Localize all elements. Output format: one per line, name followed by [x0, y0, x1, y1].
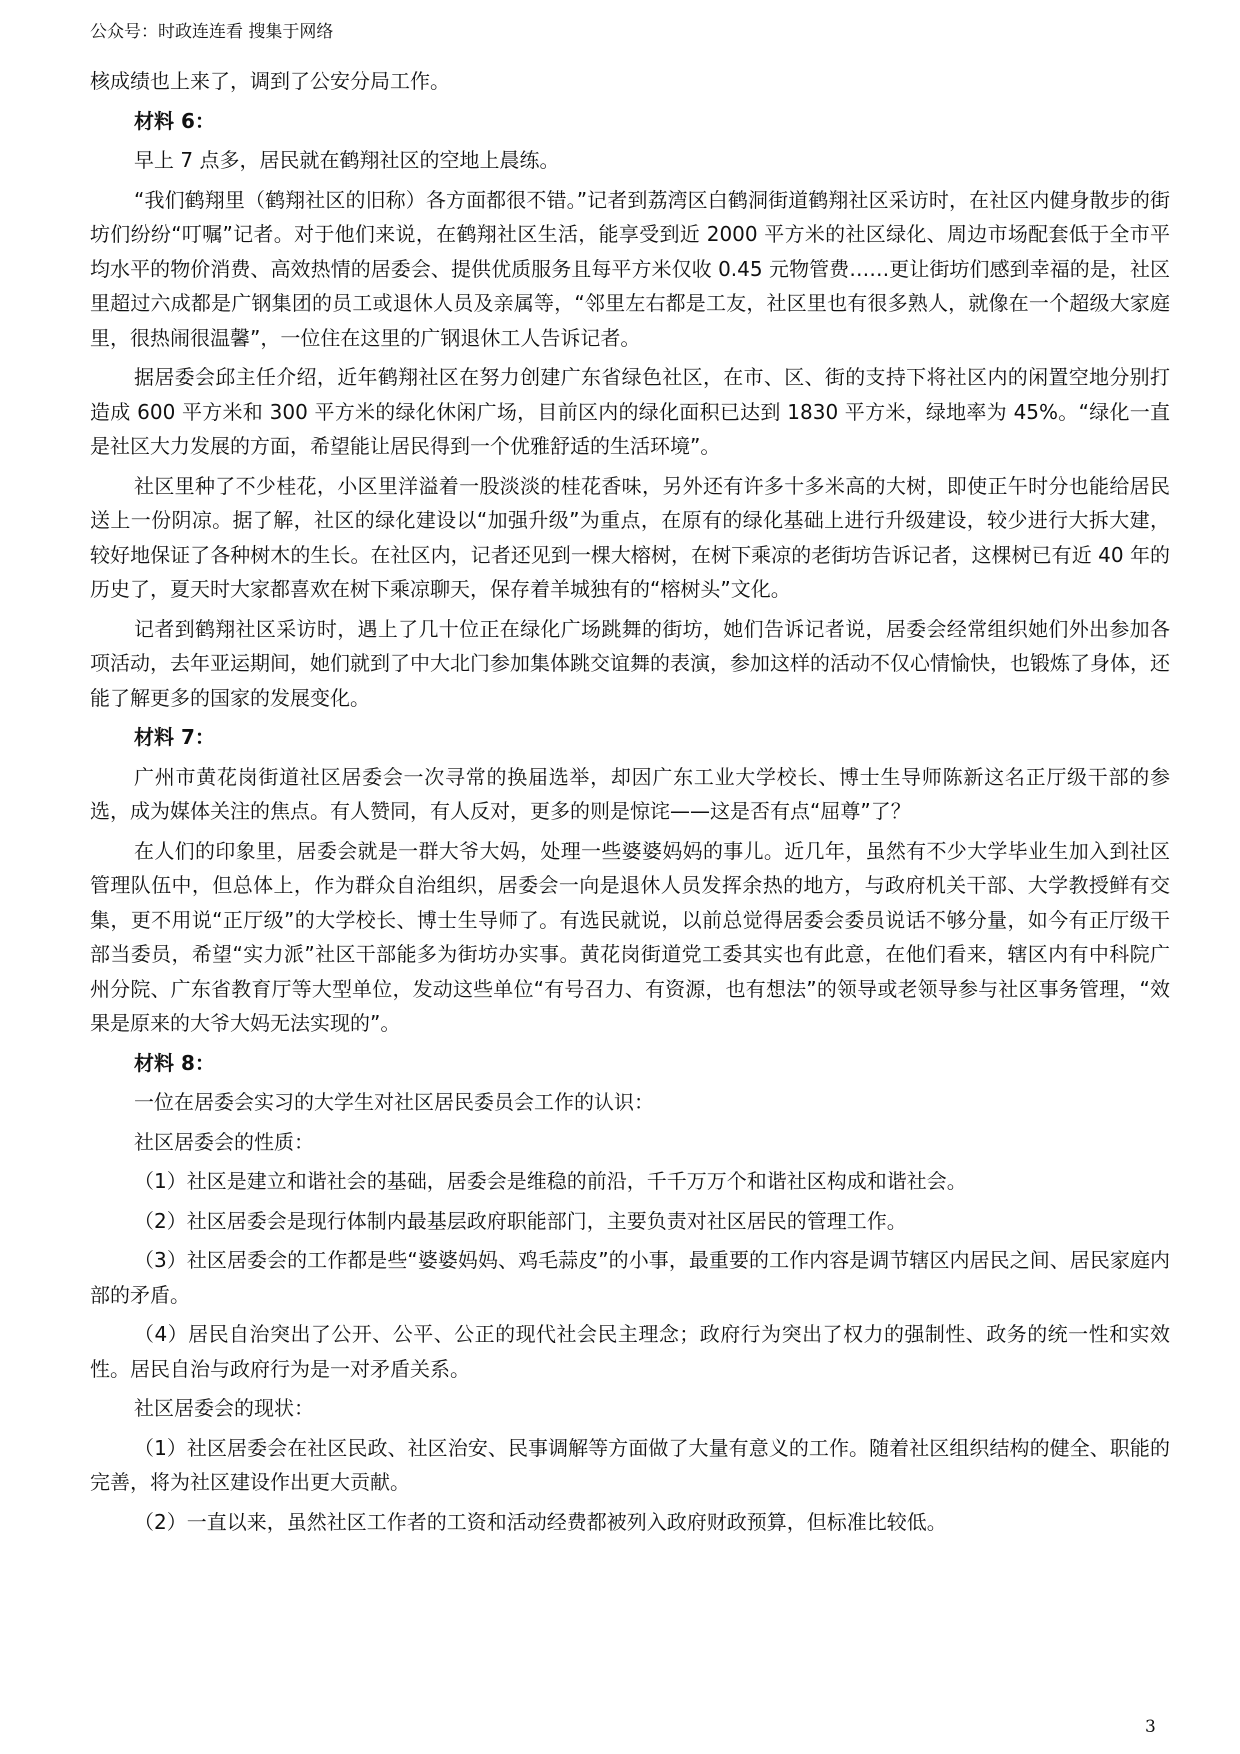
paragraph: 记者到鹤翔社区采访时，遇上了几十位正在绿化广场跳舞的街坊，她们告诉记者说，居委会经常组织她们外出参加各项活动，去年亚运期间，她们就到了中大北门参加集体跳交谊舞的表演，参加这样的活动不仅心情愉快，也锻炼了身体，还能了解更多的国家的发展变化。: [90, 616, 1170, 710]
paragraph: 一位在居委会实习的大学生对社区居民委员会工作的认识：: [134, 1090, 654, 1114]
subheading-status: 社区居委会的现状：: [134, 1396, 314, 1420]
list-item: （2）一直以来，虽然社区工作者的工资和活动经费都被列入政府财政预算，但标准比较低。: [134, 1509, 947, 1534]
paragraph: 社区里种了不少桂花，小区里洋溢着一股淡淡的桂花香味，另外还有许多十多米高的大树，即使正午时分也能给居民送上一份阴凉。据了解，社区的绿化建设以“加强升级”为重点，在原有的绿化基础上进行升级建设，较少进行大拆大建，较好地保证了各种树木的生长。在社区内，记者还见到一棵大榕树，在树下乘凉的老街坊告诉记者，这棵树已有近 40 年的历史了，夏天时大家都喜欢在树下乘凉聊天，保存着羊城独有的“榕树头”文化。: [90, 473, 1170, 601]
page-number: 3: [1145, 1717, 1156, 1737]
list-item: （1）社区是建立和谐社会的基础，居委会是维稳的前沿，千千万万个和谐社区构成和谐社会。: [134, 1169, 967, 1193]
paragraph: 早上 7 点多，居民就在鹤翔社区的空地上晨练。: [134, 148, 560, 172]
paragraph: 在人们的印象里，居委会就是一群大爷大妈，处理一些婆婆妈妈的事儿。近几年，虽然有不少大学毕业生加入到社区管理队伍中，但总体上，作为群众自治组织，居委会一向是退休人员发挥余热的地方，与政府机关干部、大学教授鲜有交集，更不用说“正厅级”的大学校长、博士生导师了。有选民就说，以前总觉得居委会委员说话不够分量，如今有正厅级干部当委员，希望“实力派”社区干部能多为街坊办实事。黄花岗街道党工委其实也有此意，在他们看来，辖区内有中科院广州分院、广东省教育厅等大型单位，发动这些单位“有号召力、有资源，也有想法”的领导或老领导参与社区事务管理，“效果是原来的大爷大妈无法实现的”。: [90, 838, 1170, 1035]
list-item: （4）居民自治突出了公开、公平、公正的现代社会民主理念；政府行为突出了权力的强制性、政务的统一性和实效性。居民自治与政府行为是一对矛盾关系。: [90, 1322, 1170, 1381]
subheading-nature: 社区居委会的性质：: [134, 1129, 314, 1154]
section-heading-material-7: 材料 7：: [134, 725, 215, 749]
document-body: [90, 64, 1170, 1544]
section-heading-material-6: 材料 6：: [134, 108, 215, 133]
section-heading-material-8: 材料 8：: [134, 1050, 215, 1075]
list-item: （2）社区居委会是现行体制内最基层政府职能部门，主要负责对社区居民的管理工作。: [134, 1208, 907, 1233]
paragraph: 据居委会邱主任介绍，近年鹤翔社区在努力创建广东省绿色社区，在市、区、街的支持下将社区内的闲置空地分别打造成 600 平方米和 300 平方米的绿化休闲广场，目前区内的绿化面积已达到 1830 平方米，绿地率为 45%。“绿化一直是社区大力发展的方面，希望能让居民得到一个优雅舒适的生活环境”。: [90, 365, 1170, 458]
paragraph: 广州市黄花岗街道社区居委会一次寻常的换届选举，却因广东工业大学校长、博士生导师陈新这名正厅级干部的参选，成为媒体关注的焦点。有人赞同，有人反对，更多的则是惊诧——这是否有点“屈尊”了？: [90, 764, 1170, 823]
page-header: 公众号：时政连连看 搜集于网络: [90, 22, 334, 42]
list-item: （3）社区居委会的工作都是些“婆婆妈妈、鸡毛蒜皮”的小事，最重要的工作内容是调节辖区内居民之间、居民家庭内部的矛盾。: [90, 1248, 1170, 1307]
paragraph: “我们鹤翔里（鹤翔社区的旧称）各方面都很不错。”记者到荔湾区白鹤洞街道鹤翔社区采访时，在社区内健身散步的街坊们纷纷“叮嘱”记者。对于他们来说，在鹤翔社区生活，能享受到近 2000 平方米的社区绿化、周边市场配套低于全市平均水平的物价消费、高效热情的居委会、提供优质服务且每平方米仅收 0.45 元物管费……更让街坊们感到幸福的是，社区里超过六成都是广钢集团的员工或退休人员及亲属等，“邻里左右都是工友，社区里也有很多熟人，就像在一个超级大家庭里，很热闹很温馨”，一位住在这里的广钢退休工人告诉记者。: [90, 187, 1170, 350]
list-item: （1）社区居委会在社区民政、社区治安、民事调解等方面做了大量有意义的工作。随着社区组织结构的健全、职能的完善，将为社区建设作出更大贡献。: [90, 1435, 1170, 1494]
paragraph-continuation: 核成绩也上来了，调到了公安分局工作。: [90, 69, 450, 93]
